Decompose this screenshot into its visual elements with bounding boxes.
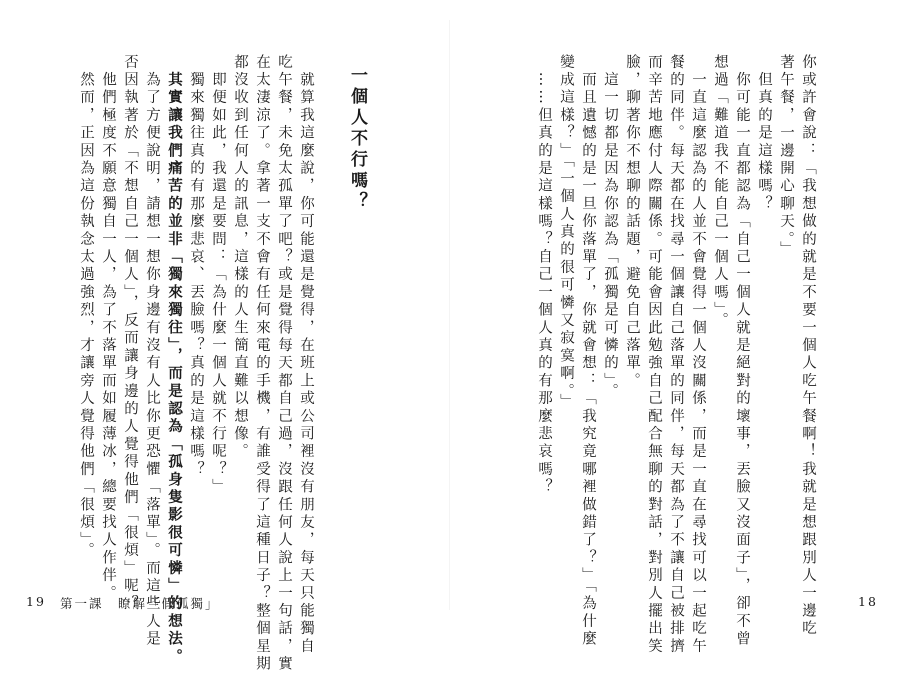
text-column: 想過「難道我不能自己一個人嗎」。 xyxy=(712,54,728,330)
text-column: 然而，正因為這份執念太過強烈，才讓旁人覺得他們「很煩」。 xyxy=(78,54,94,561)
text-column: 都沒收到任何人的訊息，這樣的人生簡直難以想像。 xyxy=(232,54,248,462)
text-column: 就算我這麼說，你可能還是覺得，在班上或公司裡沒有朋友，每天只能獨自 xyxy=(298,54,314,656)
page-number-left: 19 xyxy=(26,594,46,609)
text-column: 著午餐，一邊開心聊天。」 xyxy=(778,54,794,260)
text-column: 否因執著於「不想自己一個人」，反而讓身邊的人覺得他們「很煩」呢？ xyxy=(122,54,138,614)
text-column: 一直這麼認為的人並不會覺得一個人沒關係，而是一直在尋找可以一起吃午 xyxy=(690,54,706,656)
text-column: 臉，聊著你不想聊的話題，避免自己落單。 xyxy=(624,54,640,391)
text-column: 他們極度不願意獨自一人，為了不落單而如履薄冰，總要找人作伴。 xyxy=(100,54,116,603)
text-column: 為了方便說明，請想一想你身邊有沒有人比你更恐懼「落單」。而這些人是 xyxy=(144,54,160,649)
text-column: 你可能一直都認為「自己一個人就是絕對的壞事，丟臉又沒面子」，卻不曾 xyxy=(734,54,750,649)
text-column: 變成這樣？」「一個人真的很可憐又寂寞啊。」 xyxy=(558,54,574,412)
text-column: 獨來獨往真的有那麼悲哀、丟臉嗎？真的是這樣嗎？ xyxy=(188,54,204,479)
text-column: 餐的同伴。每天都在找尋一個讓自己落單的同伴，每天都為了不讓自己被排擠 xyxy=(668,54,684,656)
gutter xyxy=(449,20,450,610)
text-column: ……但真的是這樣嗎？自己一個人真的有那麼悲哀嗎？ xyxy=(536,54,552,497)
text-column: 吃午餐，未免太孤單了吧？或是覺得每天都自己過，沒跟任何人說上一句話，實 xyxy=(276,54,292,674)
text-column: 這一切都是因為你認為「孤獨是可憐的」。 xyxy=(602,54,618,401)
section-heading: 一個人不行嗎？ xyxy=(347,66,367,213)
text-column: 即便如此，我還是要問：「為什麼一個人就不行呢？」 xyxy=(210,54,226,497)
text-column: 在太淒涼了。拿著一支不會有任何來電的手機，有誰受得了這種日子？整個星期 xyxy=(254,54,270,674)
page-number-right: 18 xyxy=(858,594,878,609)
text-column: 而辛苦地應付人際關係。可能會因此勉強自己配合無聊的對話，對別人擺出笑 xyxy=(646,54,662,656)
emphasis-column: 其實讓我們痛苦的並非「獨來獨往」，而是認為「孤身隻影很可憐」的想法。 xyxy=(166,54,183,667)
text-column: 你或許會說：「我想做的就是不要一個人吃午餐啊！我就是想跟別人一邊吃 xyxy=(800,54,816,639)
text-column: 而且遺憾的是一旦你落單了，你就會想：「我究竟哪裡做錯了？」「為什麼 xyxy=(580,54,596,649)
text-column: 但真的是這樣嗎？ xyxy=(756,54,772,214)
running-footer: 第一課 瞭解「假孤獨」 xyxy=(60,596,220,611)
